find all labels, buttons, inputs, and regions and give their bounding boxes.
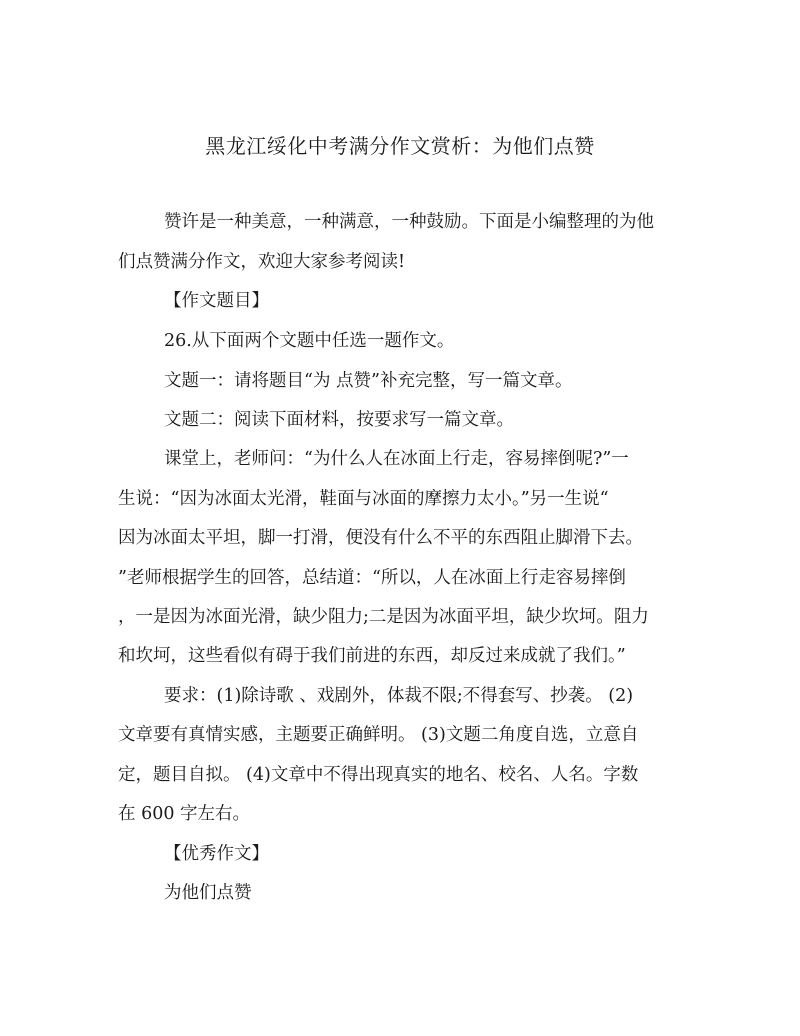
intro-line-2: 们点赞满分作文，欢迎大家参考阅读!: [118, 252, 406, 272]
material-line-6: 和坎坷，这些看似有碍于我们前进的东西，却反过来成就了我们。”: [118, 646, 626, 666]
section-heading-essay: 【优秀作文】: [164, 844, 269, 864]
material-line-4: ”老师根据学生的回答，总结道：“所以，人在冰面上行走容易摔倒: [118, 568, 626, 588]
requirements-line-4: 在 600 字左右。: [118, 804, 251, 824]
question-line: 26.从下面两个文题中任选一题作文。: [164, 331, 455, 351]
prompt-two-line: 文题二：阅读下面材料，按要求写一篇文章。: [164, 410, 514, 430]
requirements-line-3: 定，题目自拟。 (4)文章中不得出现真实的地名、校名、人名。字数: [118, 765, 639, 785]
intro-line-1: 赞许是一种美意，一种满意，一种鼓励。下面是小编整理的为他: [164, 212, 654, 232]
requirements-line-2: 文章要有真情实感，主题要正确鲜明。 (3)文题二角度自选，立意自: [118, 725, 639, 745]
section-heading-prompt: 【作文题目】: [164, 291, 269, 311]
material-line-5: ，一是因为冰面光滑，缺少阻力;二是因为冰面平坦，缺少坎坷。阻力: [118, 607, 649, 627]
material-line-1: 课堂上，老师问：“为什么人在冰面上行走，容易摔倒呢?”一: [164, 449, 629, 469]
document-title: 黑龙江绥化中考满分作文赏析：为他们点赞: [205, 134, 595, 158]
material-line-3: 因为冰面太平坦，脚一打滑，便没有什么不平的东西阻止脚滑下去。: [118, 528, 643, 548]
prompt-one-line: 文题一：请将题目“为 点赞”补充完整，写一篇文章。: [164, 371, 573, 391]
requirements-line-1: 要求：(1)除诗歌 、戏剧外，体裁不限;不得套写、抄袭。 (2): [164, 686, 634, 706]
material-line-2: 生说：“因为冰面太光滑，鞋面与冰面的摩擦力太小。”另一生说“: [118, 489, 609, 509]
essay-title: 为他们点赞: [164, 883, 252, 903]
